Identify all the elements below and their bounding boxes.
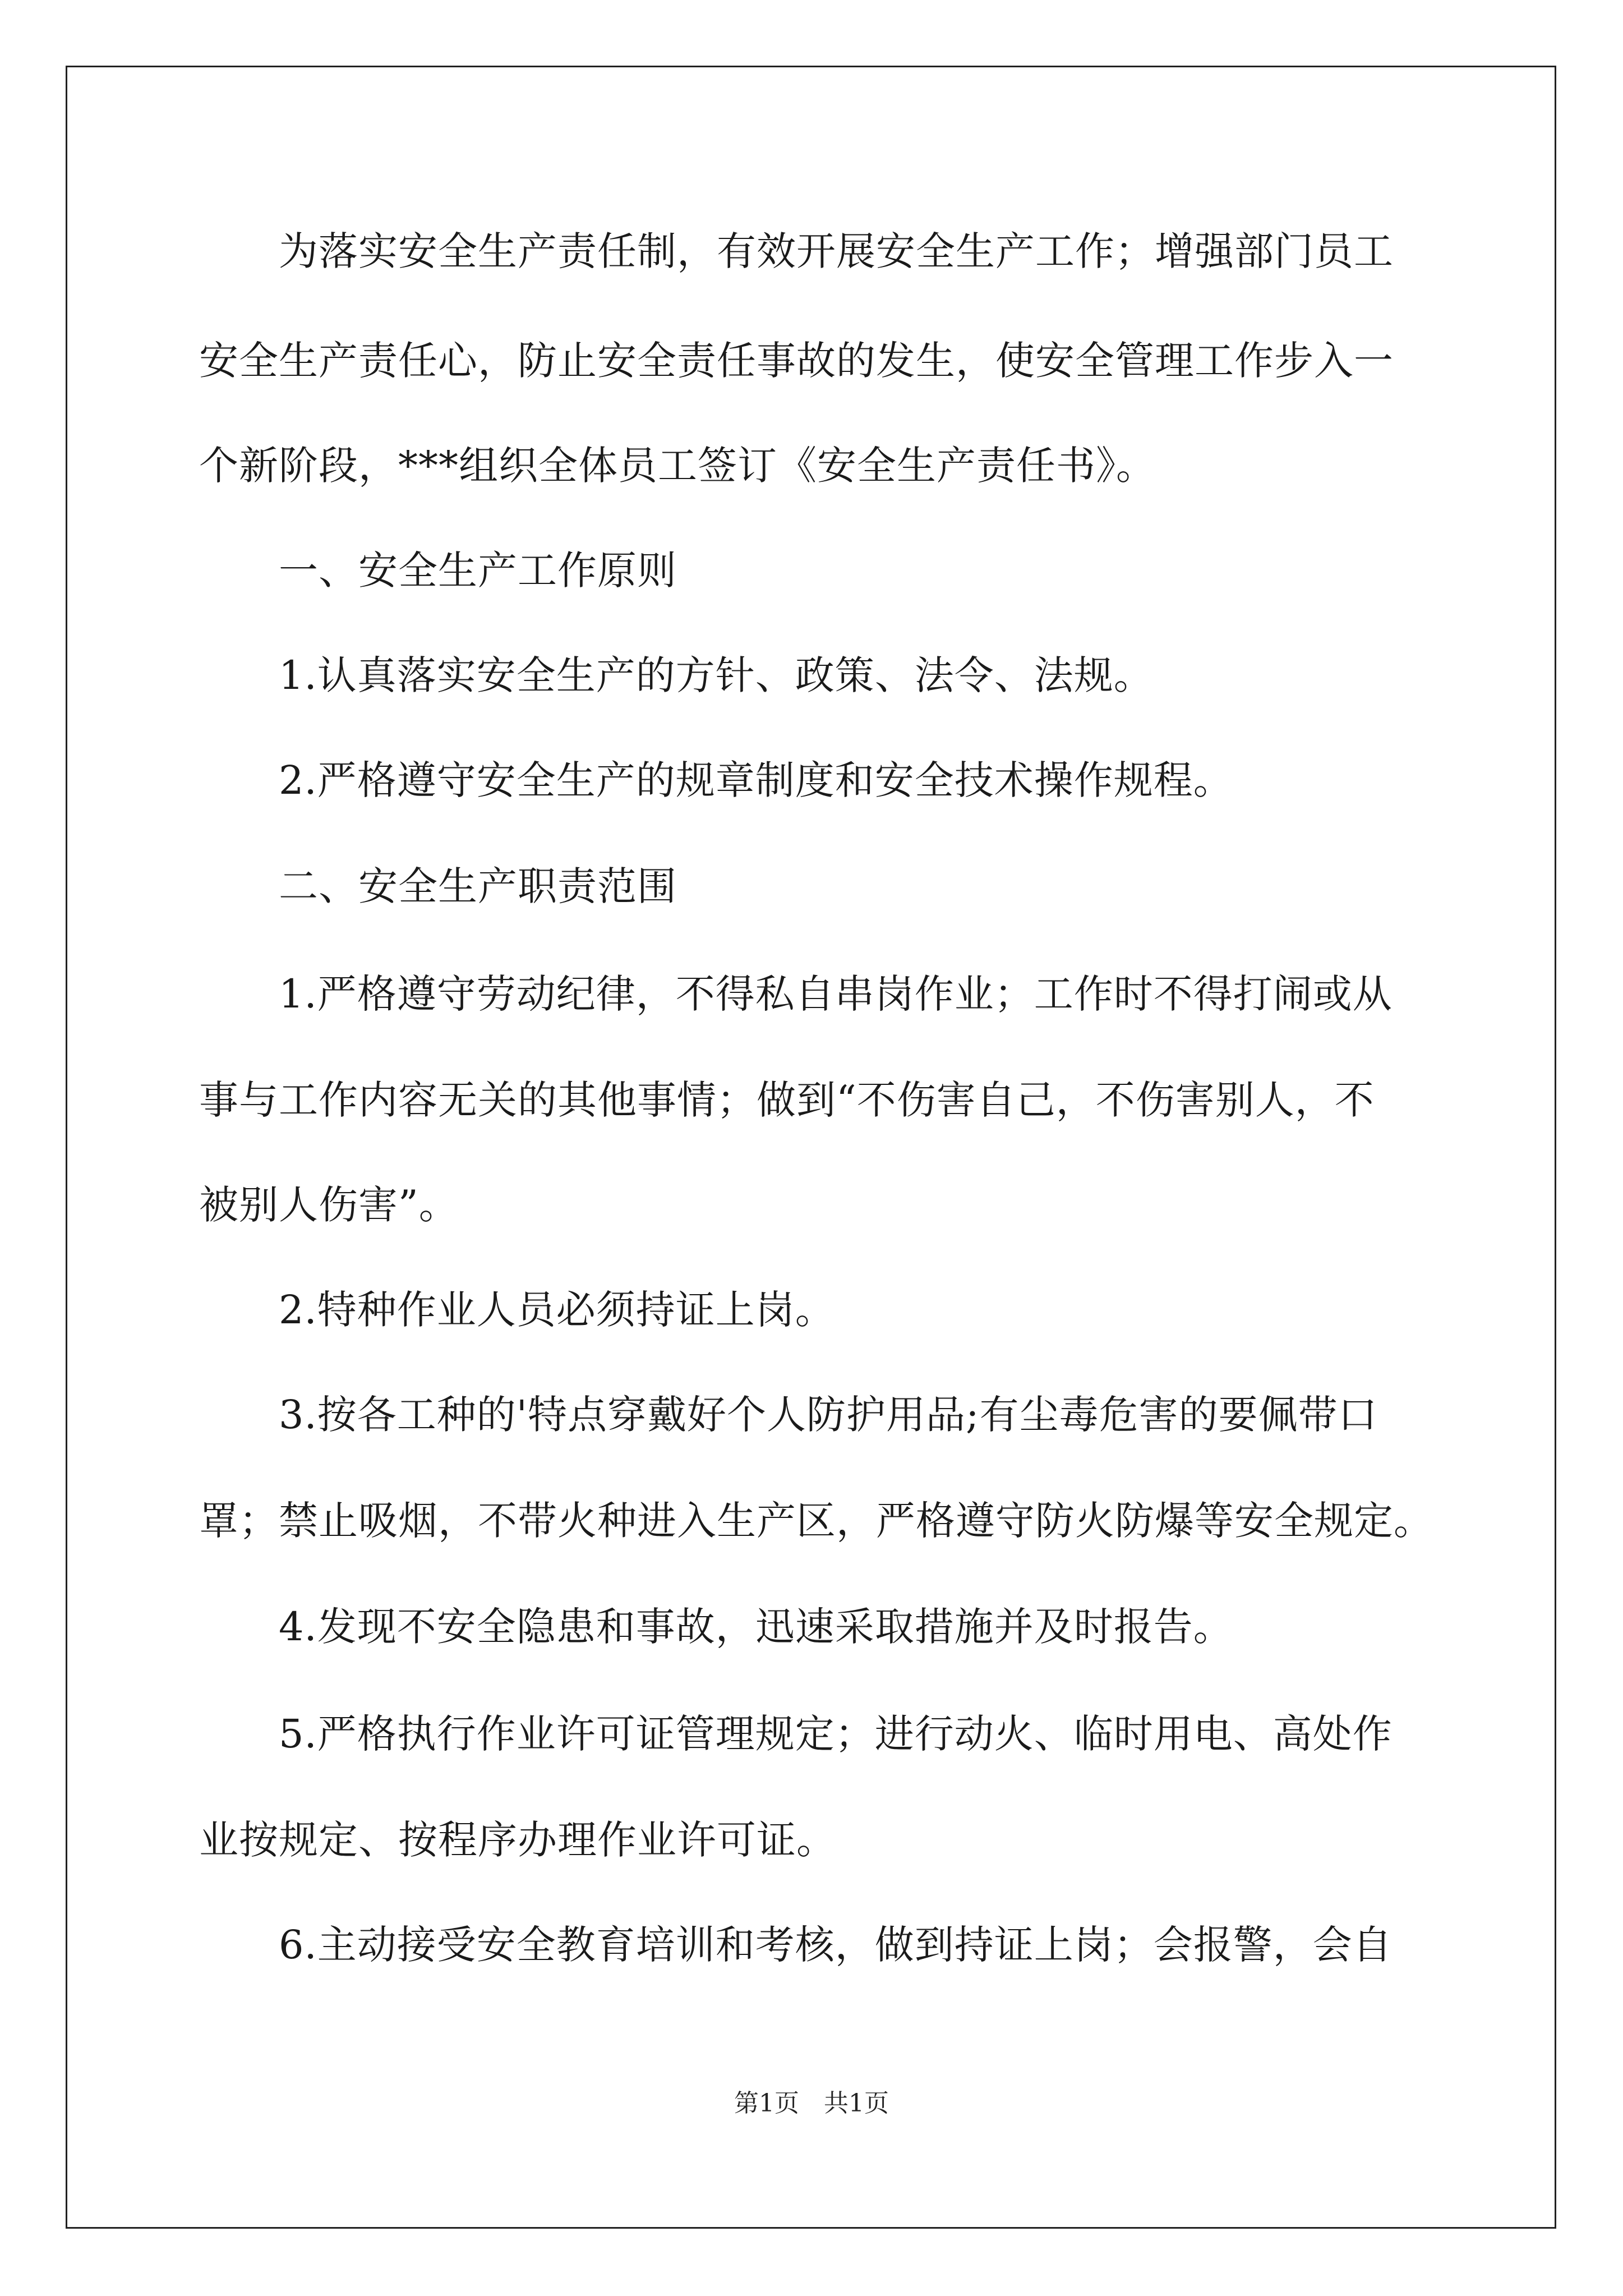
section-heading-duties: 二、安全生产职责范围 — [199, 863, 677, 909]
duty-item-1-line-2: 事与工作内容无关的其他事情；做到“不伤害自己，不伤害别人，不 — [199, 1077, 1375, 1123]
duty-item-2: 2.特种作业人员必须持证上岗。 — [199, 1287, 835, 1333]
page-number-footer: 第1页 共1页 — [734, 2089, 889, 2118]
principle-item-1: 1.认真落实安全生产的方针、政策、法令、法规。 — [199, 652, 1154, 698]
section-heading-principles: 一、安全生产工作原则 — [199, 547, 677, 593]
duty-item-3-line-2: 罩；禁止吸烟，不带火种进入生产区，严格遵守防火防爆等安全规定。 — [199, 1498, 1433, 1544]
duty-item-5-line-2: 业按规定、按程序办理作业许可证。 — [199, 1817, 836, 1863]
duty-item-6-line-1: 6.主动接受安全教育培训和考核，做到持证上岗；会报警，会自 — [199, 1922, 1393, 1968]
duty-item-3-line-1: 3.按各工种的'特点穿戴好个人防护用品;有尘毒危害的要佩带口 — [199, 1392, 1378, 1438]
duty-item-1-line-3: 被别人伤害”。 — [199, 1182, 459, 1228]
page-border — [66, 66, 1556, 2229]
paragraph-intro-line-3: 个新阶段，***组织全体员工签订《安全生产责任书》。 — [199, 443, 1156, 489]
paragraph-intro-line-2: 安全生产责任心，防止安全责任事故的发生，使安全管理工作步入一 — [199, 338, 1394, 384]
paragraph-intro-line-1: 为落实安全生产责任制，有效开展安全生产工作；增强部门员工 — [199, 228, 1394, 274]
duty-item-5-line-1: 5.严格执行作业许可证管理规定；进行动火、临时用电、高处作 — [199, 1711, 1393, 1757]
duty-item-4: 4.发现不安全隐患和事故，迅速采取措施并及时报告。 — [199, 1604, 1233, 1650]
principle-item-2: 2.严格遵守安全生产的规章制度和安全技术操作规程。 — [199, 757, 1233, 803]
duty-item-1-line-1: 1.严格遵守劳动纪律，不得私自串岗作业；工作时不得打闹或从 — [199, 971, 1393, 1017]
